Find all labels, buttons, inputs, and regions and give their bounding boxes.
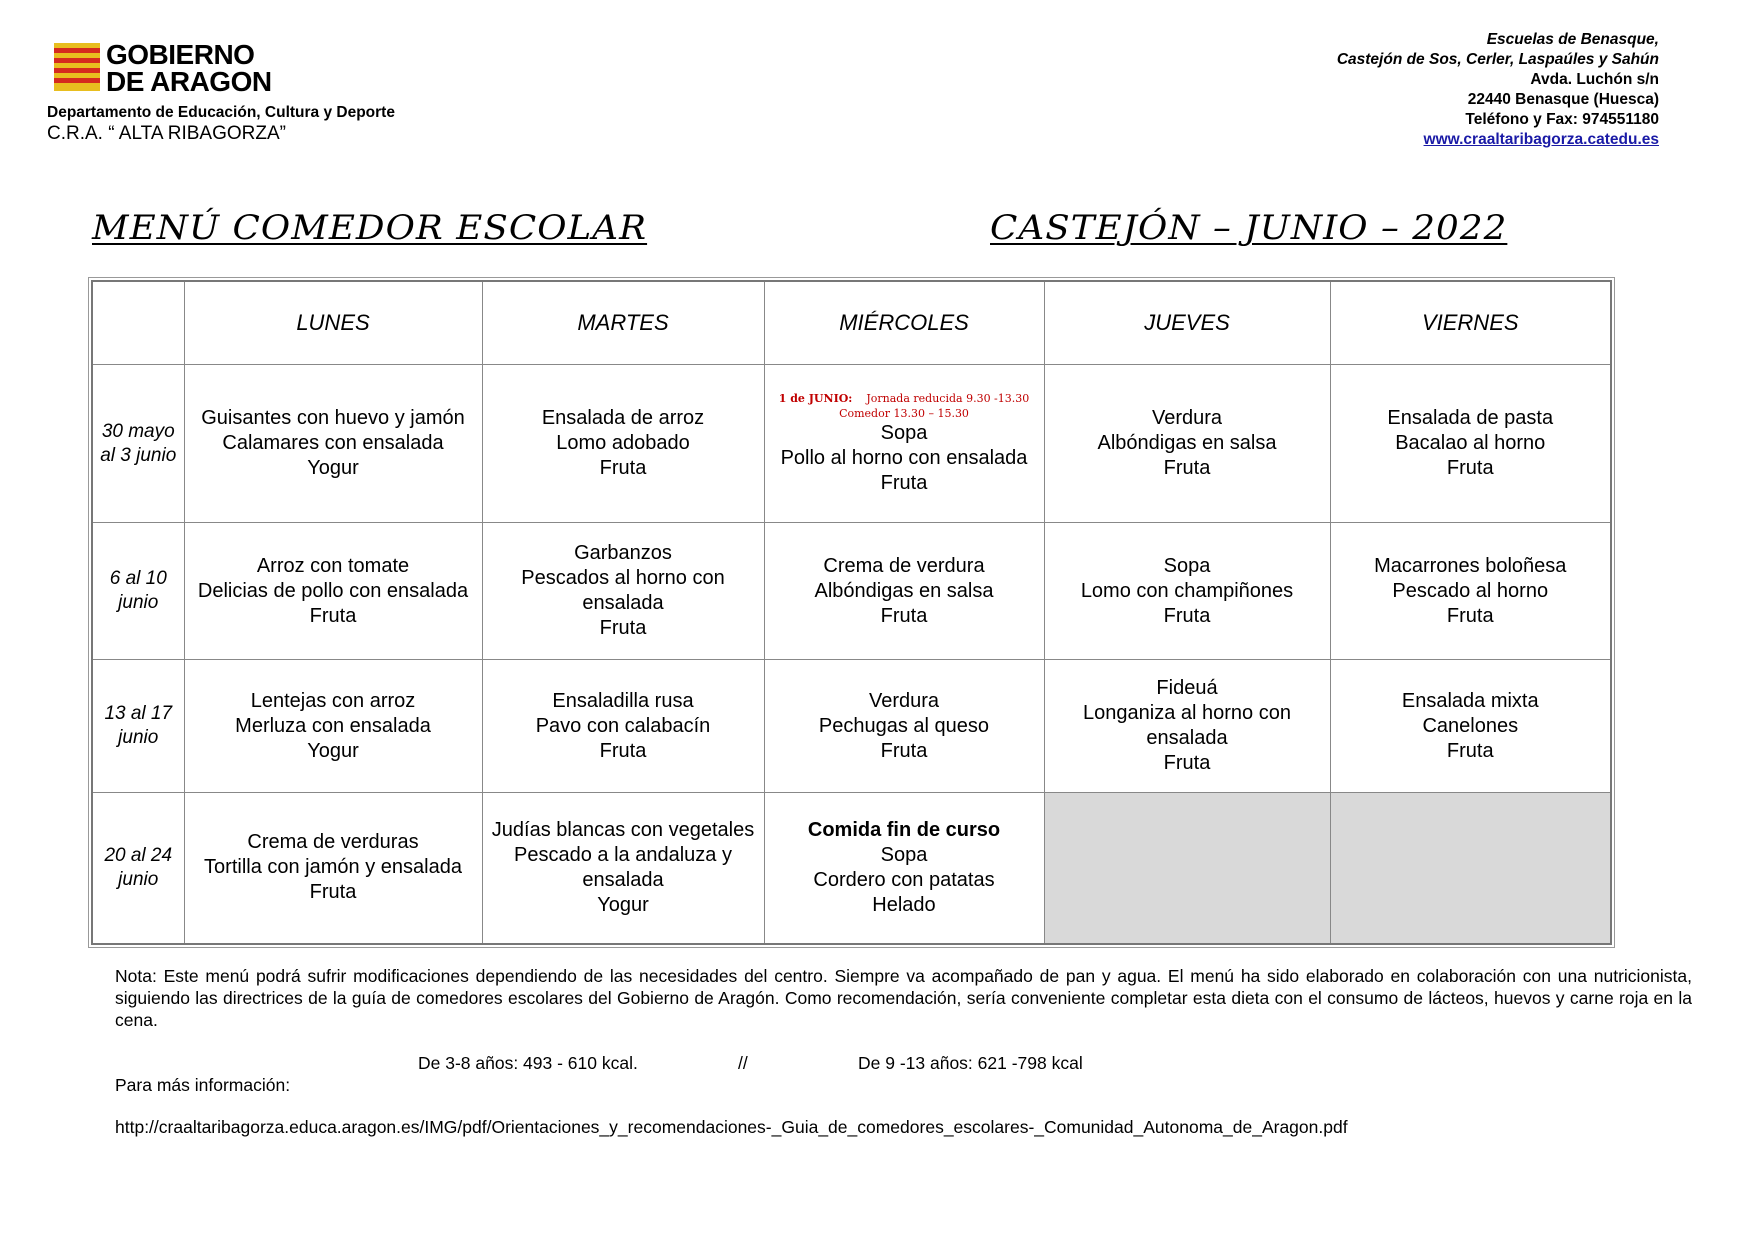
dish: Fruta (309, 604, 357, 627)
dish: Pollo al horno con ensalada (780, 447, 1028, 469)
day-header-jueves: JUEVES (1044, 281, 1330, 365)
dish: Garbanzos (574, 542, 672, 564)
kcal-separator: // (738, 1053, 748, 1073)
menu-title: MENÚ COMEDOR ESCOLAR (92, 208, 648, 248)
dish: Albóndigas en salsa (814, 579, 994, 602)
day-header-viernes: VIERNES (1330, 281, 1611, 365)
dish: Longaniza al horno con ensalada (1083, 702, 1291, 749)
dish: Fruta (1446, 604, 1494, 627)
school-address (1337, 30, 1659, 150)
dish: Albóndigas en salsa (1097, 432, 1277, 454)
dish: Sopa (880, 843, 928, 866)
dish: Pavo con calabacín (535, 714, 711, 737)
day-header-lunes: LUNES (184, 281, 482, 365)
table-row (92, 660, 1611, 793)
school-name: C.R.A. “ ALTA RIBAGORZA” (47, 123, 286, 144)
dish: Guisantes con huevo y jamón (201, 407, 465, 429)
schedule-notice (769, 391, 1040, 406)
dish: Fruta (309, 881, 357, 904)
dish: Ensalada mixta (1401, 689, 1539, 712)
week-label: 20 al 24 junio (92, 793, 184, 944)
dish: Sopa (880, 422, 928, 444)
aragon-flag-icon (54, 43, 100, 91)
week-label: 13 al 17 junio (92, 660, 184, 793)
dish: Fruta (1163, 604, 1211, 627)
dish: Fruta (880, 739, 928, 762)
empty-cell (1330, 793, 1611, 944)
dish: Fruta (880, 472, 928, 494)
table-header-row (92, 281, 1611, 365)
notice-date: 1 de JUNIO: (778, 392, 853, 405)
dish: Ensalada de arroz (541, 407, 705, 429)
dish: Sopa (1163, 554, 1211, 577)
logo-text (106, 41, 272, 95)
dish: Macarrones boloñesa (1374, 554, 1567, 577)
menu-cell (184, 365, 482, 523)
dish: Yogur (597, 893, 649, 916)
department-name: Departamento de Educación, Cultura y Deporte (47, 104, 395, 121)
corner-cell (92, 281, 184, 365)
dish: Delicias de pollo con ensalada (197, 579, 469, 602)
dish: Tortilla con jamón y ensalada (204, 856, 462, 879)
website-link[interactable]: www.craaltaribagorza.catedu.es (1423, 131, 1659, 148)
dish: Fruta (599, 739, 647, 762)
dish: Fruta (1446, 457, 1494, 479)
dish: Lentejas con arroz (250, 689, 416, 712)
more-info-label: Para más información: (115, 1075, 291, 1095)
menu-cell (764, 660, 1044, 793)
dish: Bacalao al horno (1395, 432, 1546, 454)
dish: Fideuá (1156, 677, 1218, 699)
menu-cell (764, 793, 1044, 944)
dish: Ensaladilla rusa (552, 689, 694, 712)
menu-cell (184, 523, 482, 660)
notice-line-1: Jornada reducida 9.30 -13.30 (866, 392, 1030, 405)
dish: Lomo adobado (556, 432, 690, 454)
menu-note: Nota: Este menú podrá sufrir modificaciones dependiendo de las necesidades del centro. Siempre va acompañado de pan y agua. El menú ha sido elaborado en colaboración con una nutricionista, siguiendo las directrices de la guía de comedores escolares del Gobierno de Aragón. Como recomendación, sería conveniente completar esta dieta con el consumo de lácteos, huevos y carne roja en la cena. (115, 966, 1692, 1030)
dish: Merluza con ensalada (235, 714, 431, 737)
dish: Verdura (1151, 407, 1223, 429)
dish: Canelones (1422, 714, 1519, 737)
dish: Fruta (599, 617, 647, 639)
dish: Yogur (307, 739, 359, 762)
dish: Arroz con tomate (256, 554, 410, 577)
menu-cell (482, 365, 764, 523)
address-line-4: 22440 Benasque (Huesca) (1467, 91, 1659, 108)
dish: Pescado a la andaluza y ensalada (514, 843, 732, 891)
menu-cell (1330, 660, 1611, 793)
menu-cell (1044, 523, 1330, 660)
address-line-3: Avda. Luchón s/n (1530, 71, 1659, 88)
dish: Fruta (880, 604, 928, 627)
menu-location-date: CASTEJÓN – JUNIO – 2022 (990, 208, 1508, 248)
address-line-2: Castejón de Sos, Cerler, Laspaúles y Sahún (1336, 51, 1659, 68)
dish: Pescado al horno (1392, 579, 1549, 602)
menu-cell (184, 793, 482, 944)
empty-cell (1044, 793, 1330, 944)
dish: Fruta (1446, 739, 1494, 762)
table-row (92, 793, 1611, 944)
kcal-young: De 3-8 años: 493 - 610 kcal. (418, 1053, 638, 1073)
dish: Calamares con ensalada (222, 432, 444, 454)
table-row (92, 365, 1611, 523)
menu-cell (764, 523, 1044, 660)
menu-cell (764, 365, 1044, 523)
menu-cell (1330, 365, 1611, 523)
dish: Crema de verduras (247, 831, 419, 854)
address-phone: Teléfono y Fax: 974551180 (1465, 111, 1659, 128)
logo-line-1: GOBIERNO (106, 39, 255, 70)
notice-line-2: Comedor 13.30 – 15.30 (839, 407, 969, 420)
dish: Helado (872, 893, 936, 916)
week-label: 6 al 10 junio (92, 523, 184, 660)
dish: Lomo con champiñones (1080, 579, 1294, 602)
week-label: 30 mayo al 3 junio (92, 365, 184, 523)
dish: Fruta (1163, 752, 1211, 774)
dish: Crema de verdura (823, 554, 985, 577)
menu-cell (482, 660, 764, 793)
address-line-1: Escuelas de Benasque, (1486, 31, 1659, 48)
dish: Ensalada de pasta (1387, 407, 1554, 429)
menu-cell (482, 793, 764, 944)
table-row (92, 523, 1611, 660)
end-of-year-meal: Comida fin de curso (807, 818, 1001, 841)
dish: Pescados al horno con ensalada (521, 567, 725, 614)
day-header-martes: MARTES (482, 281, 764, 365)
guide-link[interactable]: http://craaltaribagorza.educa.aragon.es/IMG/pdf/Orientaciones_y_recomendaciones-_Guia_de_comedores_escolares-_Comunidad_Autonoma_de_Aragon.pdf (115, 1117, 1348, 1137)
menu-cell (184, 660, 482, 793)
logo-line-2: DE ARAGON (106, 66, 272, 97)
menu-table (91, 280, 1612, 945)
dish: Cordero con patatas (813, 868, 995, 891)
menu-cell (1044, 365, 1330, 523)
day-header-miercoles: MIÉRCOLES (764, 281, 1044, 365)
menu-cell (1330, 523, 1611, 660)
menu-cell (482, 523, 764, 660)
menu-cell (1044, 660, 1330, 793)
dish: Verdura (868, 689, 940, 712)
dish: Yogur (307, 457, 359, 479)
dish: Fruta (599, 457, 647, 479)
dish: Judías blancas con vegetales (491, 818, 755, 841)
kcal-old: De 9 -13 años: 621 -798 kcal (858, 1053, 1083, 1073)
dish: Pechugas al queso (818, 714, 990, 737)
dish: Fruta (1163, 457, 1211, 479)
